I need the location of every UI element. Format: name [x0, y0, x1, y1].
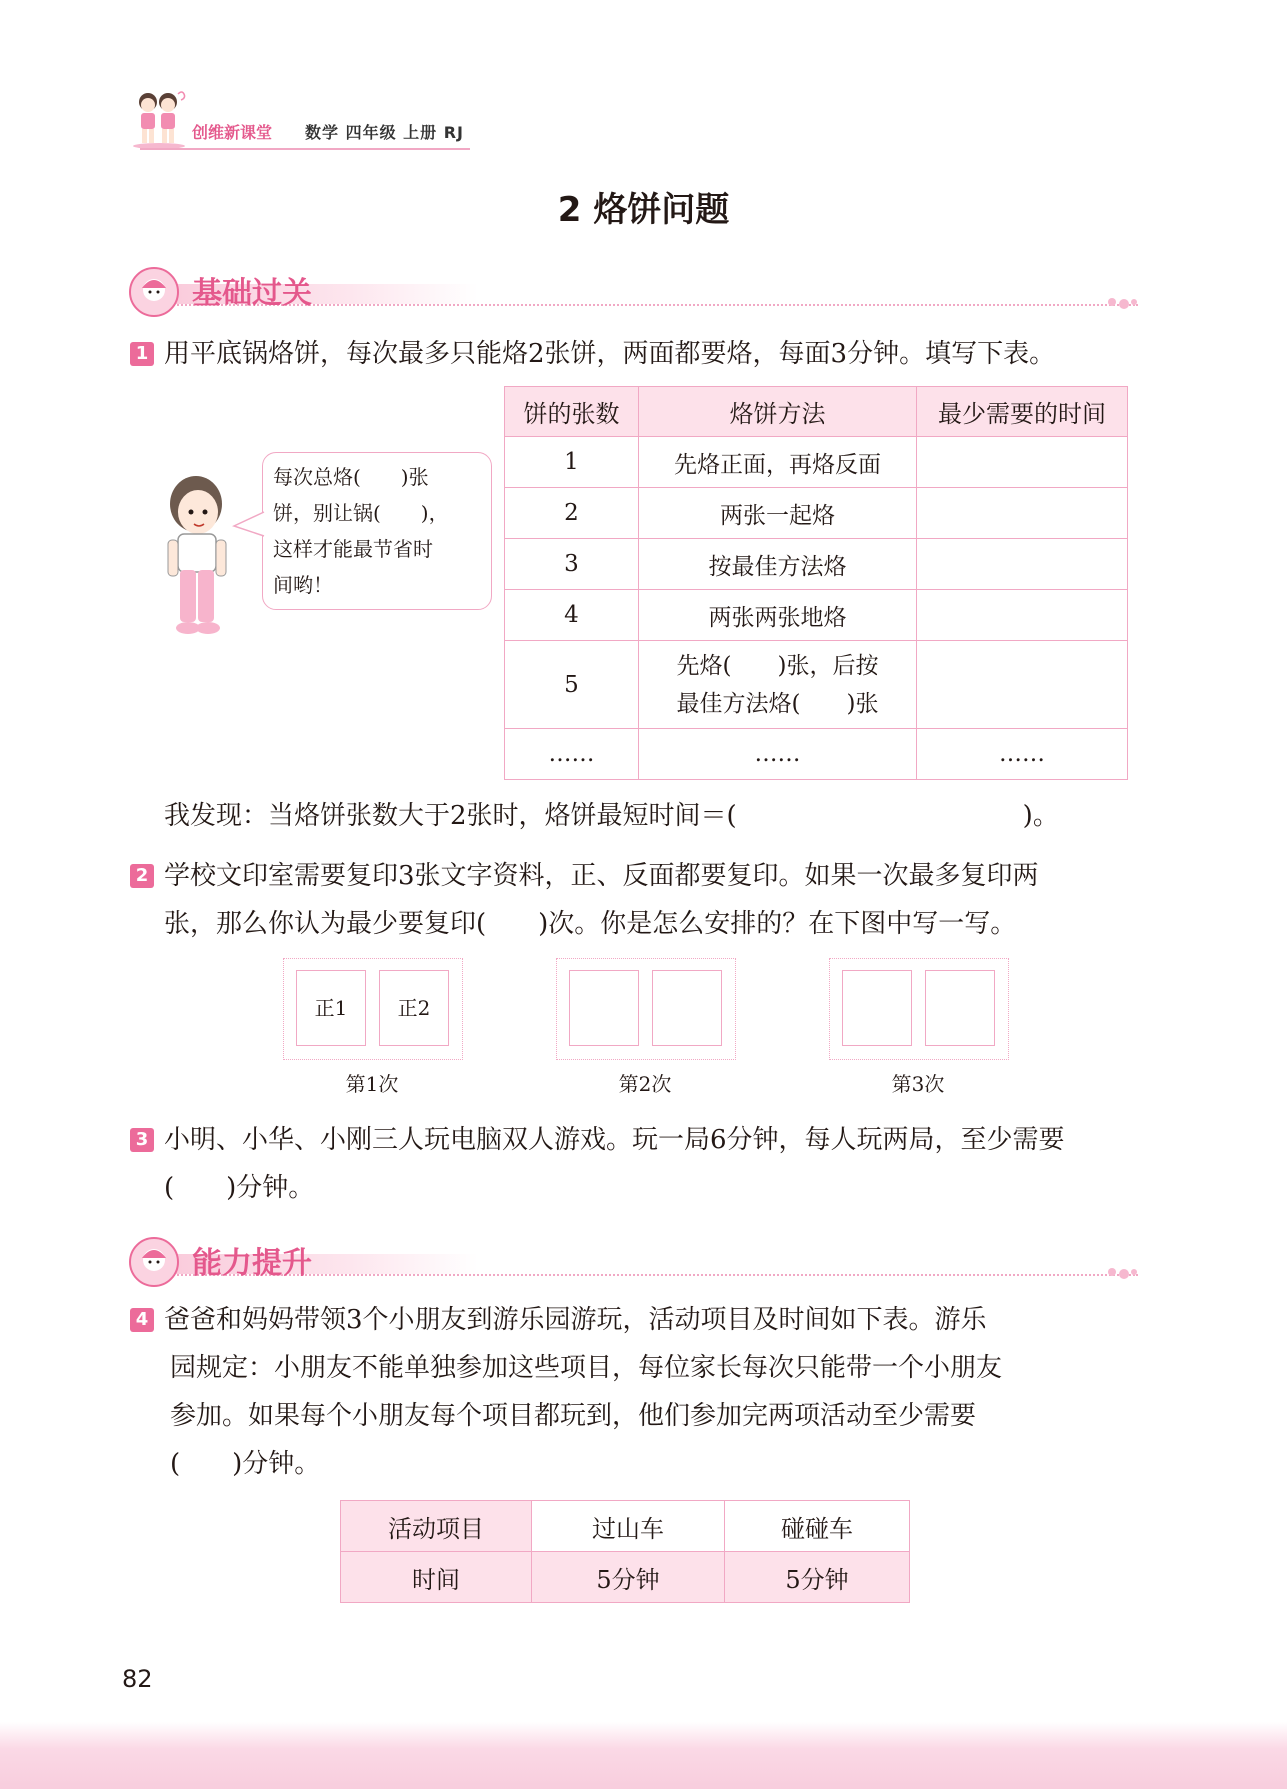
- q4-line-4: ( )分钟。: [170, 1449, 321, 1479]
- question-number-3: 3: [130, 1128, 154, 1152]
- q1-text: 用平底锅烙饼，每次最多只能烙2张饼，两面都要烙，每面3分钟。填写下表。: [164, 339, 1056, 369]
- table-row: [505, 488, 1128, 539]
- copy-slot: 正2: [379, 970, 449, 1046]
- q4-line-3: 参加。如果每个小朋友每个项目都玩到，他们参加完两项活动至少需要: [170, 1401, 977, 1431]
- row-count: 4: [505, 590, 639, 641]
- row-count: 1: [505, 437, 639, 488]
- round-label: 第1次: [345, 1072, 399, 1096]
- header-logo: [128, 88, 190, 152]
- row-time-answer[interactable]: [917, 539, 1128, 590]
- bubble-line-2: 饼，别让锅( )，: [273, 501, 449, 525]
- speech-bubble: [262, 452, 492, 610]
- q2-line-2: 张，那么你认为最少要复印( )次。你是怎么安排的？在下图中写一写。: [164, 909, 1017, 939]
- teacher-avatar-icon: [128, 1236, 180, 1288]
- teacher-avatar-icon: [128, 266, 180, 318]
- boy-illustration: [160, 470, 240, 638]
- row-method-line-1: 先烙( )张，后按: [676, 652, 879, 679]
- table-row: [505, 539, 1128, 590]
- q3-line-2: ( )分钟。: [164, 1173, 315, 1203]
- book-info: 数学 四年级 上册 RJ: [305, 123, 464, 142]
- table-row: [341, 1552, 910, 1603]
- header-rule: [140, 148, 470, 150]
- row-time-answer[interactable]: [917, 488, 1128, 539]
- kids-logo-icon: [128, 88, 190, 152]
- row-time-answer[interactable]: [917, 590, 1128, 641]
- row-count: 2: [505, 488, 639, 539]
- time-label: 时间: [341, 1552, 532, 1603]
- copy-slot-answer[interactable]: [925, 970, 995, 1046]
- footer-band: [0, 1722, 1287, 1789]
- row-method: 两张一起烙: [639, 488, 917, 539]
- boy-character-icon: [160, 470, 240, 638]
- copy-slot-answer[interactable]: [842, 970, 912, 1046]
- table-row: [505, 590, 1128, 641]
- table-row: [505, 729, 1128, 780]
- activity-table: [340, 1500, 910, 1603]
- bubble-tail-icon: [232, 510, 266, 540]
- round-label: 第3次: [891, 1072, 945, 1096]
- q4-line-2: 园规定：小朋友不能单独参加这些项目，每位家长每次只能带一个小朋友: [170, 1353, 1003, 1383]
- table-row: [505, 641, 1128, 729]
- dots-decoration-icon: [1106, 294, 1140, 314]
- time-value: 5分钟: [532, 1552, 725, 1603]
- row-count: 5: [505, 641, 639, 729]
- activity-label: 活动项目: [341, 1501, 532, 1552]
- table-header-row: [505, 387, 1128, 437]
- pancake-table: [504, 386, 1128, 780]
- q4-line-1: 爸爸和妈妈带领3个小朋友到游乐园游玩，活动项目及时间如下表。游乐: [164, 1305, 987, 1335]
- row-method: 两张两张地烙: [639, 590, 917, 641]
- brand-name: 创维新课堂: [192, 123, 273, 142]
- page-number: 82: [122, 1665, 153, 1693]
- table-row: [505, 437, 1128, 488]
- row-count: 3: [505, 539, 639, 590]
- row-method-line-2: 最佳方法烙( )张: [676, 690, 879, 717]
- question-number-1: 1: [130, 342, 154, 366]
- copy-slot: 正1: [296, 970, 366, 1046]
- question-number-2: 2: [130, 864, 154, 888]
- section-title-advanced: 能力提升: [192, 1246, 312, 1281]
- q1-finding: 我发现：当烙饼张数大于2张时，烙饼最短时间＝( )。: [164, 801, 1059, 831]
- activity-name: 碰碰车: [725, 1501, 910, 1552]
- copy-slot-answer[interactable]: [569, 970, 639, 1046]
- row-method: 按最佳方法烙: [639, 539, 917, 590]
- activity-name: 过山车: [532, 1501, 725, 1552]
- time-value: 5分钟: [725, 1552, 910, 1603]
- row-time-answer: ……: [917, 729, 1128, 780]
- page-title: 2 烙饼问题: [557, 190, 730, 230]
- bubble-line-1: 每次总烙( )张: [273, 465, 429, 489]
- bubble-line-3: 这样才能最节省时: [273, 537, 433, 561]
- header-count: 饼的张数: [505, 387, 639, 437]
- question-number-4: 4: [130, 1308, 154, 1332]
- row-method: [639, 641, 917, 729]
- bubble-line-4: 间哟！: [273, 573, 333, 597]
- row-method: 先烙正面，再烙反面: [639, 437, 917, 488]
- q3-line-1: 小明、小华、小刚三人玩电脑双人游戏。玩一局6分钟，每人玩两局，至少需要: [164, 1125, 1065, 1155]
- row-time-answer[interactable]: [917, 437, 1128, 488]
- q2-line-1: 学校文印室需要复印3张文字资料，正、反面都要复印。如果一次最多复印两: [164, 861, 1039, 891]
- dots-decoration-icon: [1106, 1264, 1140, 1284]
- row-count: ……: [505, 729, 639, 780]
- round-label: 第2次: [618, 1072, 672, 1096]
- row-method: ……: [639, 729, 917, 780]
- header-method: 烙饼方法: [639, 387, 917, 437]
- section-advanced-heading: [128, 1232, 1128, 1292]
- row-time-answer[interactable]: [917, 641, 1128, 729]
- table-row: [341, 1501, 910, 1552]
- copy-slot-answer[interactable]: [652, 970, 722, 1046]
- section-title-basic: 基础过关: [192, 276, 312, 311]
- header-time: 最少需要的时间: [917, 387, 1128, 437]
- section-basic-heading: [128, 262, 1128, 322]
